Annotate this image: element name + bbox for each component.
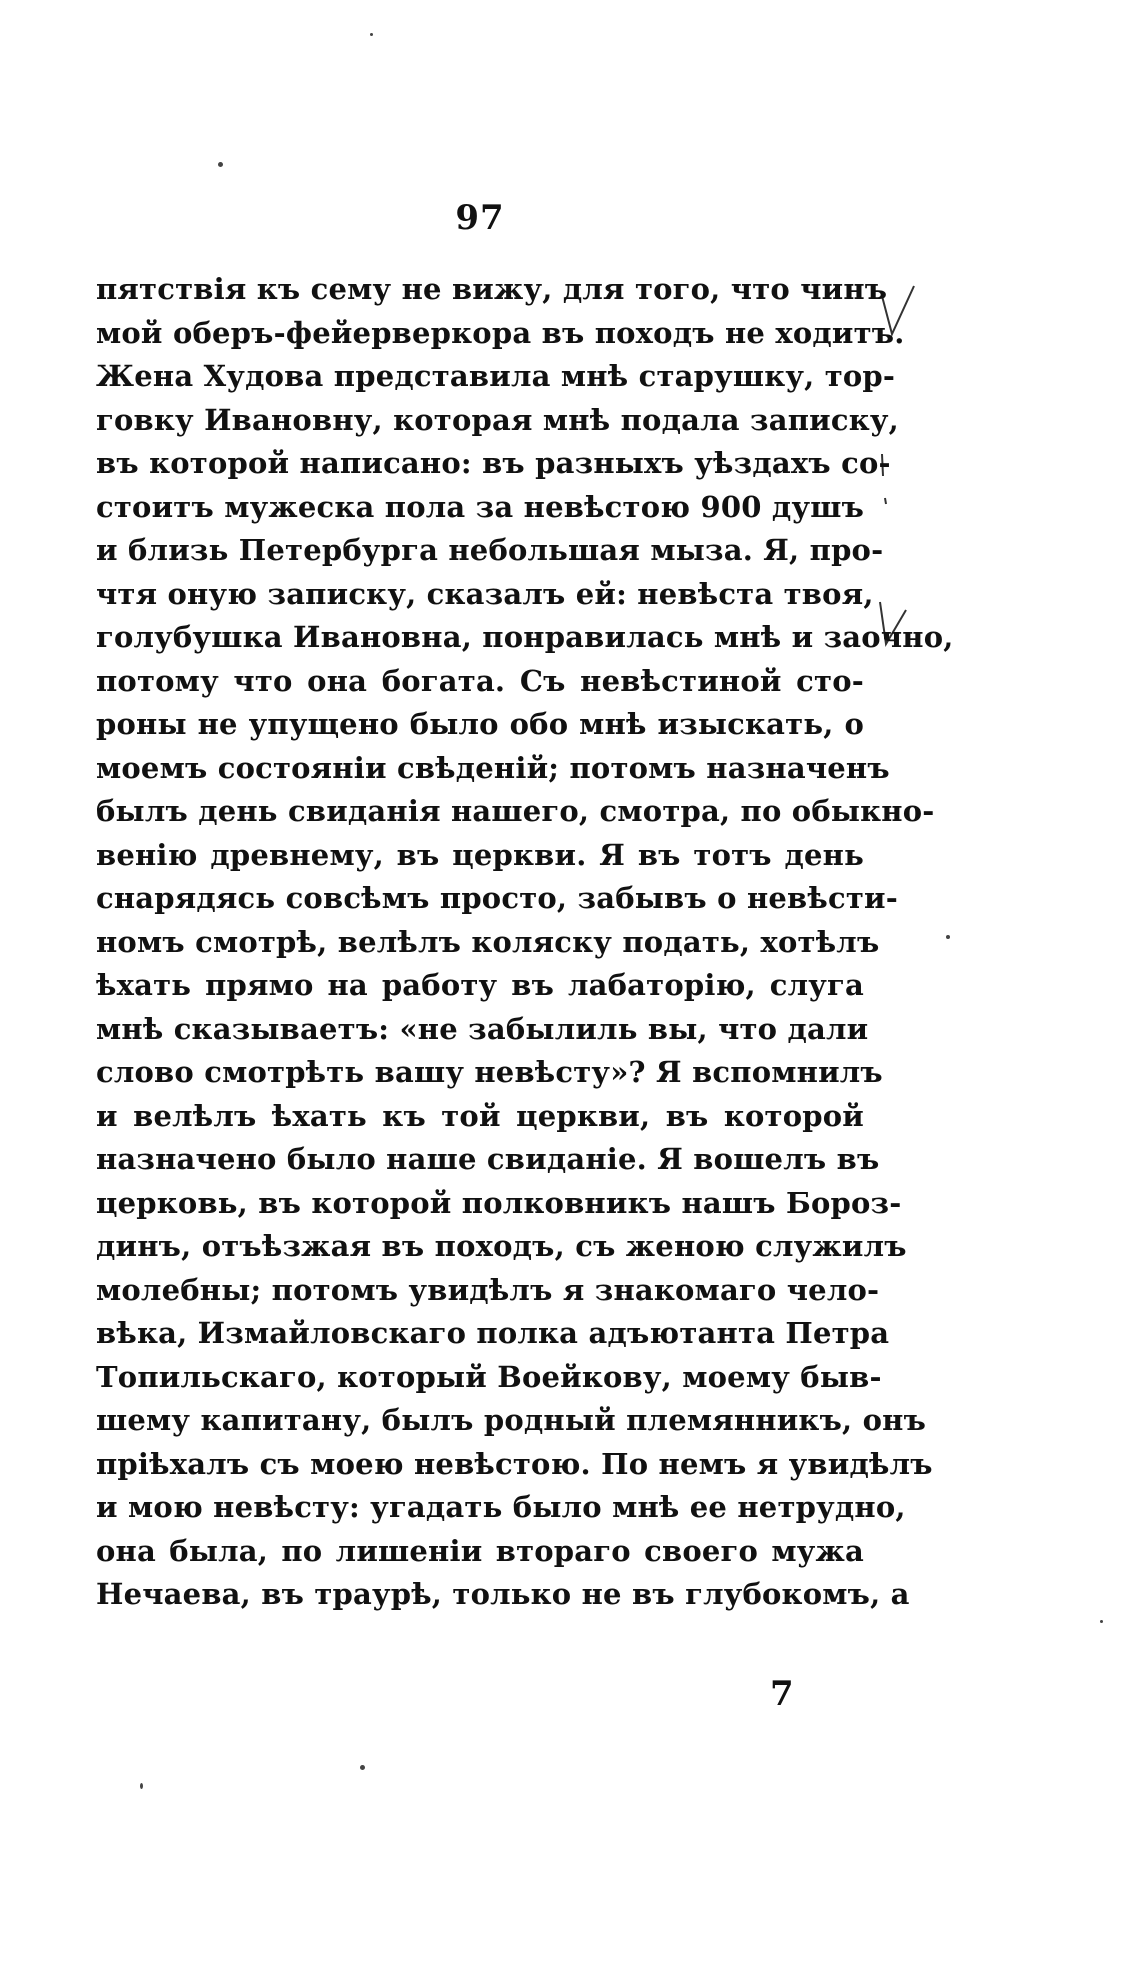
text-line: снарядясь совсѣмъ просто, забывъ о невѣсти- [96, 881, 898, 915]
body-text [96, 268, 954, 1617]
ink-speck [370, 33, 373, 36]
text-line: и близь Петербурга небольшая мыза. Я, про- [96, 533, 884, 567]
ink-speck [946, 935, 950, 939]
text-line: потому что она богата. Съ невѣстиной сто- [96, 663, 864, 698]
page-number: 97 [455, 198, 505, 238]
text-line: Жена Худова представила мнѣ старушку, тор- [96, 359, 896, 393]
text-line: она была, по лишеніи втораго своего мужа [96, 1533, 864, 1568]
text-line: мнѣ сказываетъ: «не забылиль вы, что дали [96, 1011, 869, 1046]
text-line: Нечаева, въ трaурѣ, только не въ глубокомъ, а [96, 1577, 910, 1611]
ink-speck [140, 1783, 143, 1789]
text-line: былъ день свиданія нашего, смотра, по обыкно- [96, 794, 935, 828]
text-line: динъ, отъѣзжая въ походъ, съ женою служилъ [96, 1229, 907, 1263]
text-line: церковь, въ которой полковникъ нашъ Бороз- [96, 1185, 902, 1220]
ink-speck [218, 162, 223, 167]
text-line: роны не упущено было обо мнѣ изыскать, о [96, 707, 864, 741]
signature-mark: 7 [770, 1674, 794, 1714]
text-line: Топильскаго, который Воейкову, моему быв- [96, 1359, 882, 1394]
text-line: молебны; потомъ увидѣлъ я знакомаго чело- [96, 1272, 880, 1307]
text-line: венію древнему, въ церкви. Я въ тотъ день [96, 837, 864, 872]
text-line: стоитъ мужеска пола за невѣстою 900 душъ [96, 489, 865, 524]
text-line: моемъ состояніи свѣденій; потомъ назначенъ [96, 750, 890, 785]
text-line: назначено было наше свиданіе. Я вошелъ въ [96, 1142, 880, 1176]
text-line: пятствія къ сему не вижу, для того, что чинъ [96, 272, 888, 306]
text-line: шему капитану, былъ родный племянникъ, онъ [96, 1403, 927, 1437]
ink-speck [360, 1765, 365, 1770]
text-line: пріѣхалъ съ моею невѣстою. По немъ я увидѣлъ [96, 1446, 933, 1481]
text-line: говку Ивановну, которая мнѣ подала записку, [96, 402, 899, 437]
text-line: и велѣлъ ѣхать къ той церкви, въ которой [96, 1098, 864, 1133]
text-line: чтя оную записку, сказалъ ей: невѣста твоя, [96, 576, 874, 611]
text-line: ѣхать прямо на работу въ лабаторію, слуга [96, 968, 864, 1002]
ink-speck [1100, 1620, 1103, 1623]
text-line: въ которой написано: въ разныхъ уѣздахъ со- [96, 446, 891, 480]
text-line: вѣка, Измайловскаго полка адъютанта Петра [96, 1316, 890, 1350]
text-line: слово смотрѣть вашу невѣсту»? Я вспомнилъ [96, 1055, 883, 1089]
text-line: номъ смотрѣ, велѣлъ коляску подать, хотѣлъ [96, 924, 880, 959]
text-line: мой оберъ-фейерверкора въ походъ не ходитъ. [96, 315, 905, 350]
text-line: голубушка Ивановна, понравилась мнѣ и заочно, [96, 620, 954, 654]
text-line: и мою невѣсту: угадать было мнѣ ее нетрудно, [96, 1490, 906, 1524]
